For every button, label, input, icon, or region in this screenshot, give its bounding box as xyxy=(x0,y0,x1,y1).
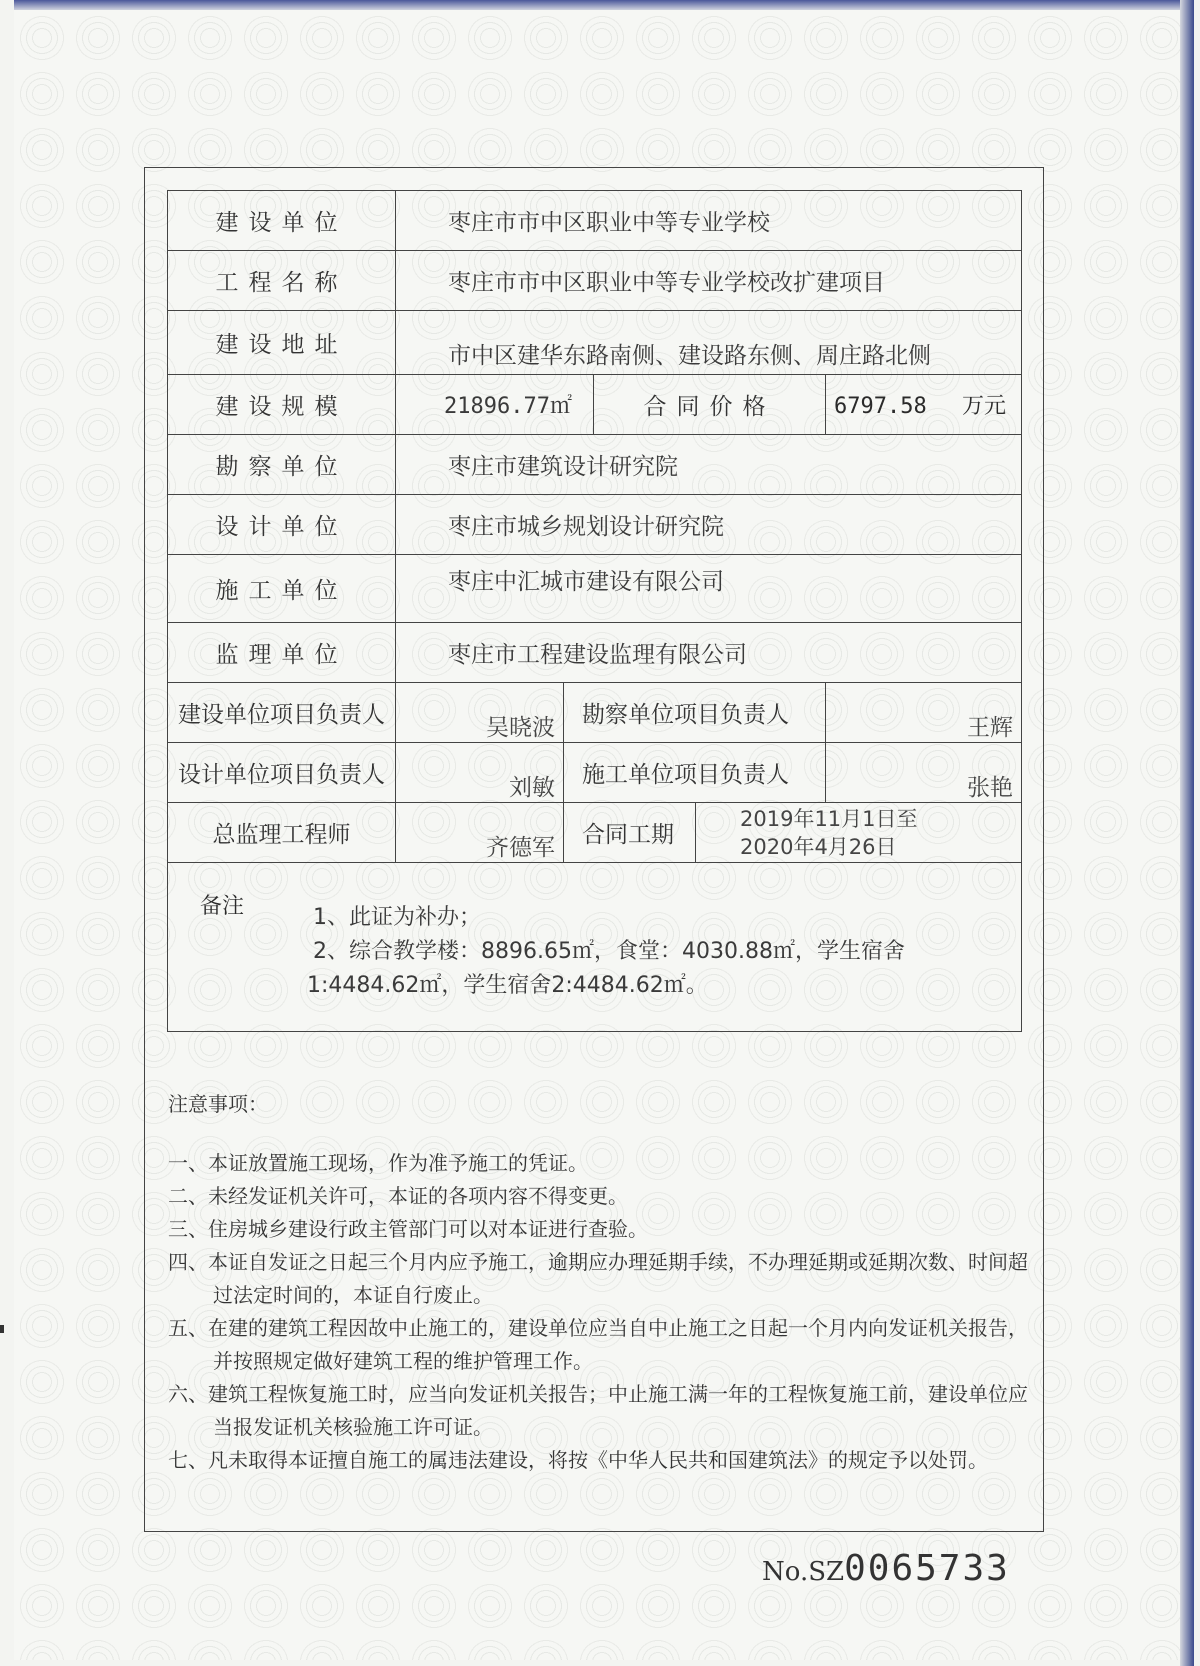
label-survey-unit: 勘察单位 xyxy=(168,435,396,495)
row-project-name xyxy=(168,251,1022,311)
contract-period-end: 2020年4月26日 xyxy=(740,834,897,859)
note-item-2: 二、未经发证机关许可，本证的各项内容不得变更。 xyxy=(168,1184,628,1208)
row-construction-unit xyxy=(168,191,1022,251)
label-contract-period: 合同工期 xyxy=(564,803,696,863)
notes-list xyxy=(168,1147,1028,1477)
contract-period-start: 2019年11月1日至 xyxy=(740,806,918,831)
value-chief-supervisor: 齐德军 xyxy=(396,803,564,863)
row-address xyxy=(168,311,1022,375)
scan-mark xyxy=(0,1325,4,1333)
page-edge-top xyxy=(14,0,1186,10)
row-design-unit xyxy=(168,495,1022,555)
label-survey-lead: 勘察单位项目负责人 xyxy=(564,683,826,743)
label-address: 建设地址 xyxy=(168,311,396,375)
label-builder-lead: 施工单位项目负责人 xyxy=(564,743,826,803)
value-contract-period xyxy=(696,803,1022,863)
label-construction-lead: 建设单位项目负责人 xyxy=(168,683,396,743)
row-survey-unit xyxy=(168,435,1022,495)
notes-title: 注意事项： xyxy=(168,1092,268,1116)
value-survey-unit: 枣庄市建筑设计研究院 xyxy=(396,435,1022,495)
label-supervision-unit: 监理单位 xyxy=(168,623,396,683)
row-supervision-unit xyxy=(168,623,1022,683)
label-contract-price: 合同价格 xyxy=(594,375,826,435)
label-builder-unit: 施工单位 xyxy=(168,555,396,623)
value-address: 市中区建华东路南侧、建设路东侧、周庄路北侧 xyxy=(396,311,1022,375)
row-leads-1 xyxy=(168,683,1022,743)
value-construction-lead: 吴晓波 xyxy=(396,683,564,743)
value-builder-unit: 枣庄中汇城市建设有限公司 xyxy=(396,555,1022,623)
remarks-line-2: 2、综合教学楼：8896.65㎡，食堂：4030.88㎡，学生宿舍 xyxy=(313,939,905,964)
label-design-lead: 设计单位项目负责人 xyxy=(168,743,396,803)
label-scale: 建设规模 xyxy=(168,375,396,435)
row-leads-2 xyxy=(168,743,1022,803)
value-project-name: 枣庄市市中区职业中等专业学校改扩建项目 xyxy=(396,251,1022,311)
label-construction-unit: 建设单位 xyxy=(168,191,396,251)
page-edge-right xyxy=(1180,0,1194,1666)
serial-prefix: No.SZ xyxy=(762,1557,845,1587)
note-item-1: 一、本证放置施工现场，作为准予施工的凭证。 xyxy=(168,1151,588,1175)
row-leads-3 xyxy=(168,803,1022,863)
label-chief-supervisor: 总监理工程师 xyxy=(168,803,396,863)
serial-number xyxy=(762,1548,1010,1589)
value-supervision-unit: 枣庄市工程建设监理有限公司 xyxy=(396,623,1022,683)
remarks-line-1: 1、此证为补办； xyxy=(313,905,481,930)
value-design-lead: 刘敏 xyxy=(396,743,564,803)
serial-digits: 0065733 xyxy=(844,1548,1010,1589)
value-survey-lead: 王辉 xyxy=(826,683,1022,743)
value-scale: 21896.77㎡ xyxy=(396,375,594,435)
note-item-5: 五、在建的建筑工程因故中止施工的，建设单位应当自中止施工之日起一个月内向发证机关报告，并按照规定做好建筑工程的维护管理工作。 xyxy=(168,1316,1028,1373)
contract-price-amount: 6797.58 xyxy=(834,394,927,419)
row-remarks xyxy=(168,863,1022,1032)
note-item-7: 七、凡未取得本证擅自施工的属违法建设，将按《中华人民共和国建筑法》的规定予以处罚。 xyxy=(168,1448,988,1472)
note-item-6: 六、建筑工程恢复施工时，应当向发证机关报告；中止施工满一年的工程恢复施工前，建设单位应当报发证机关核验施工许可证。 xyxy=(168,1382,1028,1439)
value-construction-unit: 枣庄市市中区职业中等专业学校 xyxy=(396,191,1022,251)
note-item-3: 三、住房城乡建设行政主管部门可以对本证进行查验。 xyxy=(168,1217,648,1241)
remarks-cell xyxy=(168,863,1022,1032)
value-contract-price xyxy=(826,375,1022,435)
label-design-unit: 设计单位 xyxy=(168,495,396,555)
permit-info-table xyxy=(167,190,1022,1032)
label-project-name: 工程名称 xyxy=(168,251,396,311)
remarks-line-3: 1:4484.62㎡，学生宿舍2:4484.62㎡。 xyxy=(307,973,708,998)
value-design-unit: 枣庄市城乡规划设计研究院 xyxy=(396,495,1022,555)
row-scale xyxy=(168,375,1022,435)
contract-price-unit: 万元 xyxy=(961,394,1006,419)
remarks-title: 备注 xyxy=(200,894,245,919)
value-builder-lead: 张艳 xyxy=(826,743,1022,803)
note-item-4: 四、本证自发证之日起三个月内应予施工，逾期应办理延期手续，不办理延期或延期次数、时间超过法定时间的，本证自行废止。 xyxy=(168,1250,1028,1307)
row-builder-unit xyxy=(168,555,1022,623)
remarks-body xyxy=(307,901,905,1003)
